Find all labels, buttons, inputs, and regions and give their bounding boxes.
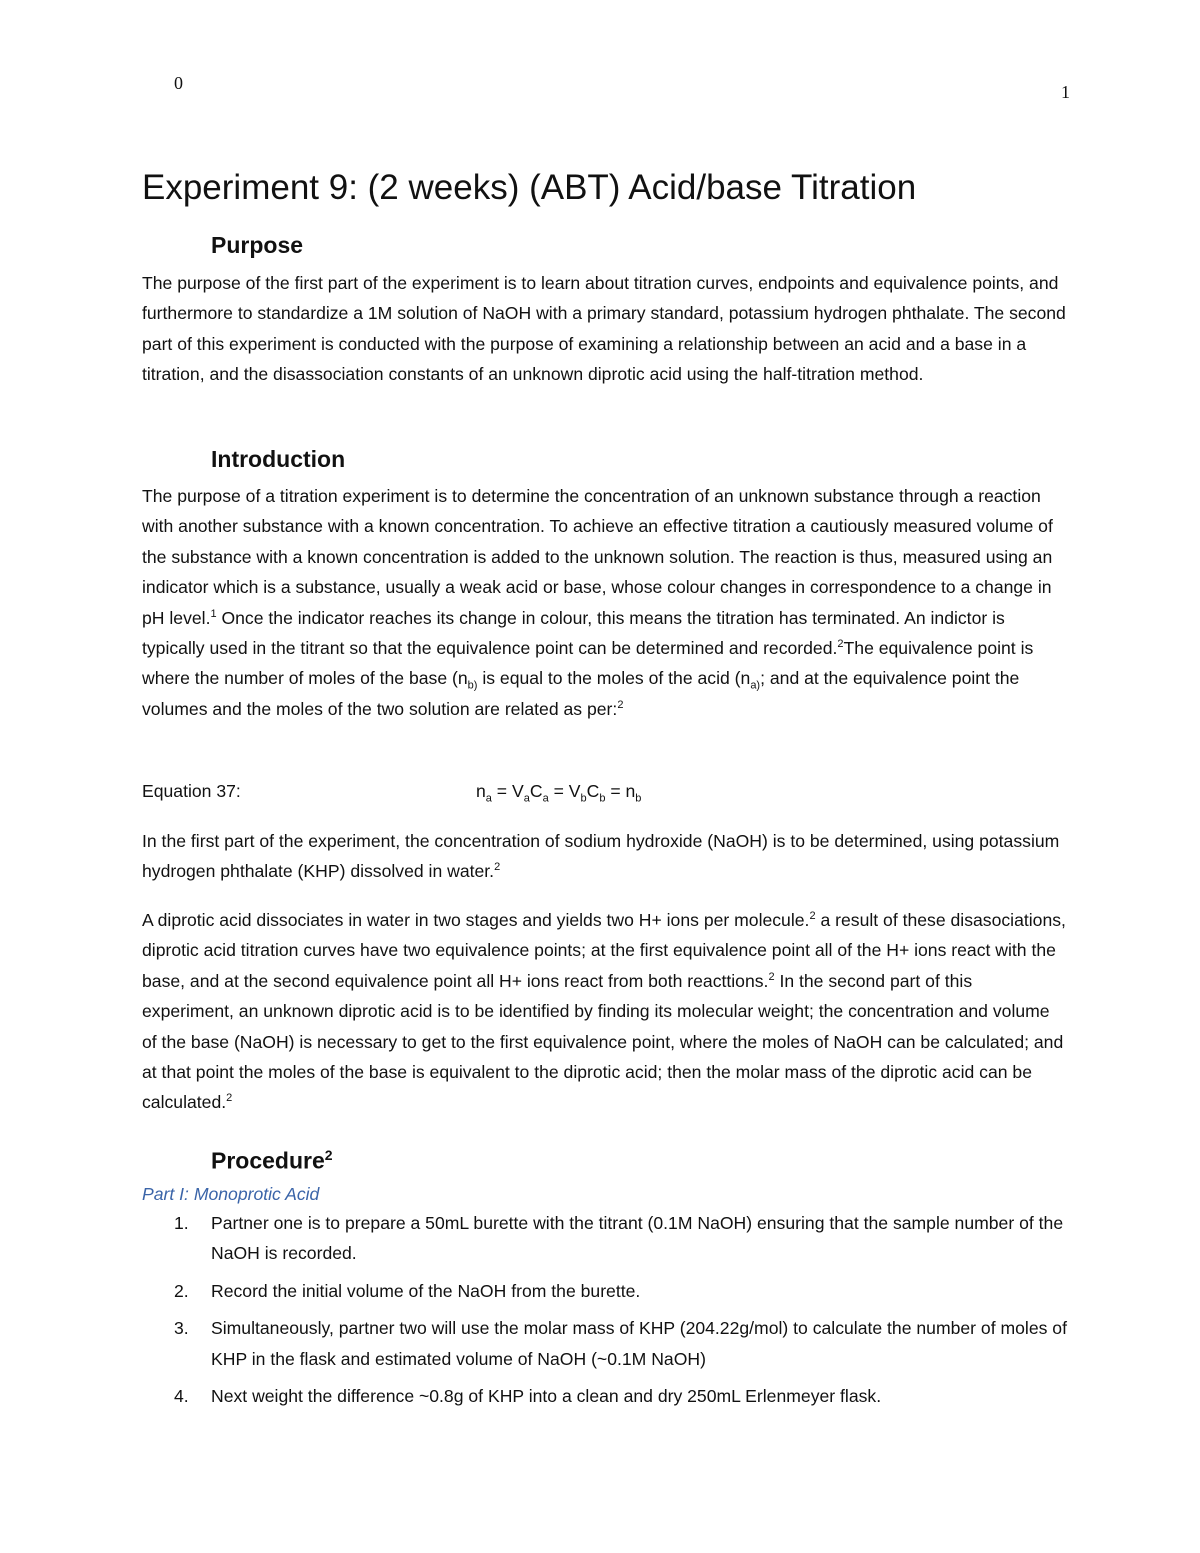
footnote-ref: 2 xyxy=(768,970,775,983)
step-text: Partner one is to prepare a 50mL burette with the titrant (0.1M NaOH) ensuring that the sample number of the NaOH is recorded. xyxy=(211,1213,1064,1264)
introduction-paragraph-1 xyxy=(142,481,1067,724)
introduction-paragraph-3 xyxy=(142,905,1067,1118)
step-number: 4. xyxy=(174,1386,189,1407)
footnote-ref: 2 xyxy=(809,910,816,923)
footnote-ref: 2 xyxy=(617,698,624,711)
footnote-ref: 1 xyxy=(210,607,217,620)
step-number: 3. xyxy=(174,1318,189,1339)
step-text: Record the initial volume of the NaOH from the burette. xyxy=(211,1280,641,1301)
page-number-right: 1 xyxy=(1061,82,1070,102)
intro-p1-text-c: The equivalence point is where the number of moles of the base (n xyxy=(142,638,1034,689)
footnote-ref: 2 xyxy=(494,861,501,874)
footnote-ref: 2 xyxy=(226,1092,233,1105)
equation-row xyxy=(142,776,1067,806)
part-1-subheading: Part I: Monoprotic Acid xyxy=(142,1184,320,1204)
equation-formula: $n_a = V_aC_a = V_bC_b = n_b$ xyxy=(476,781,642,805)
equation-label: Equation 37: xyxy=(142,781,241,801)
introduction-heading: Introduction xyxy=(211,446,346,472)
list-item xyxy=(142,1381,1067,1411)
intro-p2-text: In the first part of the experiment, the concentration of sodium hydroxide (NaOH) is to be determined, using potassium hydrogen phthalate (KHP) dissolved in water. xyxy=(142,831,1060,882)
list-item xyxy=(142,1313,1067,1374)
intro-p3-text-a: A diprotic acid dissociates in water in two stages and yields two H+ ions per molecule. xyxy=(142,910,810,930)
intro-p1-text-d: is equal to the moles of the acid (n xyxy=(477,668,751,689)
intro-p3-text-b: a result of these disasociations, diprotic acid titration curves have two equivalence points; at the first equivalence point all of the H+ ions react with the base, and at the second equivalence point all H+ ions react from both reacttions. xyxy=(142,910,1066,991)
subscript-a: a) xyxy=(750,679,761,692)
step-text: Next weight the difference ~0.8g of KHP into a clean and dry 250mL Erlenmeyer flask. xyxy=(211,1386,882,1407)
purpose-paragraph: The purpose of the first part of the experiment is to learn about titration curves, endpoints and equivalence points, and furthermore to standardize a 1M solution of NaOH with a primary standard, potassium hydrogen phthalate. The second part of this experiment is conducted with the purpose of examining a relationship between an acid and a base in a titration, and the disassociation constants of an unknown diprotic acid using the half-titration method. xyxy=(142,273,1066,385)
introduction-paragraph-2 xyxy=(142,826,1067,887)
footnote-ref: 2 xyxy=(324,1147,333,1163)
subscript-b: b) xyxy=(467,679,478,692)
intro-p1-text-e: ; and at the equivalence point the volumes and the moles of the two solution are related as per: xyxy=(142,668,1020,719)
intro-p1-text-a: The purpose of a titration experiment is to determine the concentration of an unknown substance through a reaction with another substance with a known concentration. To achieve an effective titration a cautiously measured volume of the substance with a known concentration is added to the unknown solution. The reaction is thus, measured using an indicator which is a substance, usually a weak acid or base, whose colour changes in correspondence to a change in pH level. xyxy=(142,486,1053,628)
purpose-heading: Purpose xyxy=(211,232,304,258)
page-number-left: 0 xyxy=(174,73,183,93)
step-number: 2. xyxy=(174,1280,189,1301)
step-text: Simultaneously, partner two will use the molar mass of KHP (204.22g/mol) to calculate the number of moles of KHP in the flask and estimated volume of NaOH (~0.1M NaOH) xyxy=(211,1318,1067,1369)
procedure-steps-list xyxy=(142,1208,1067,1418)
intro-p1-text-b: Once the indicator reaches its change in colour, this means the titration has terminated. An indictor is typically used in the titrant so that the equivalence point can be determined and recorded. xyxy=(142,607,1005,659)
document-title: Experiment 9: (2 weeks) (ABT) Acid/base Titration xyxy=(142,168,917,207)
intro-p3-text-c: In the second part of this experiment, an unknown diprotic acid is to be identified by finding its molecular weight; the concentration and volume of the base (NaOH) is necessary to get to the first equivalence point, where the moles of NaOH can be calculated; and at that point the moles of the base is equivalent to the diprotic acid; then the molar mass of the diprotic acid can be calculated. xyxy=(142,970,1064,1113)
list-item xyxy=(142,1276,1067,1306)
list-item xyxy=(142,1208,1067,1269)
footnote-ref: 2 xyxy=(837,638,844,651)
procedure-heading xyxy=(211,1140,333,1176)
step-number: 1. xyxy=(174,1213,189,1233)
procedure-heading-text: Procedure xyxy=(211,1147,325,1174)
